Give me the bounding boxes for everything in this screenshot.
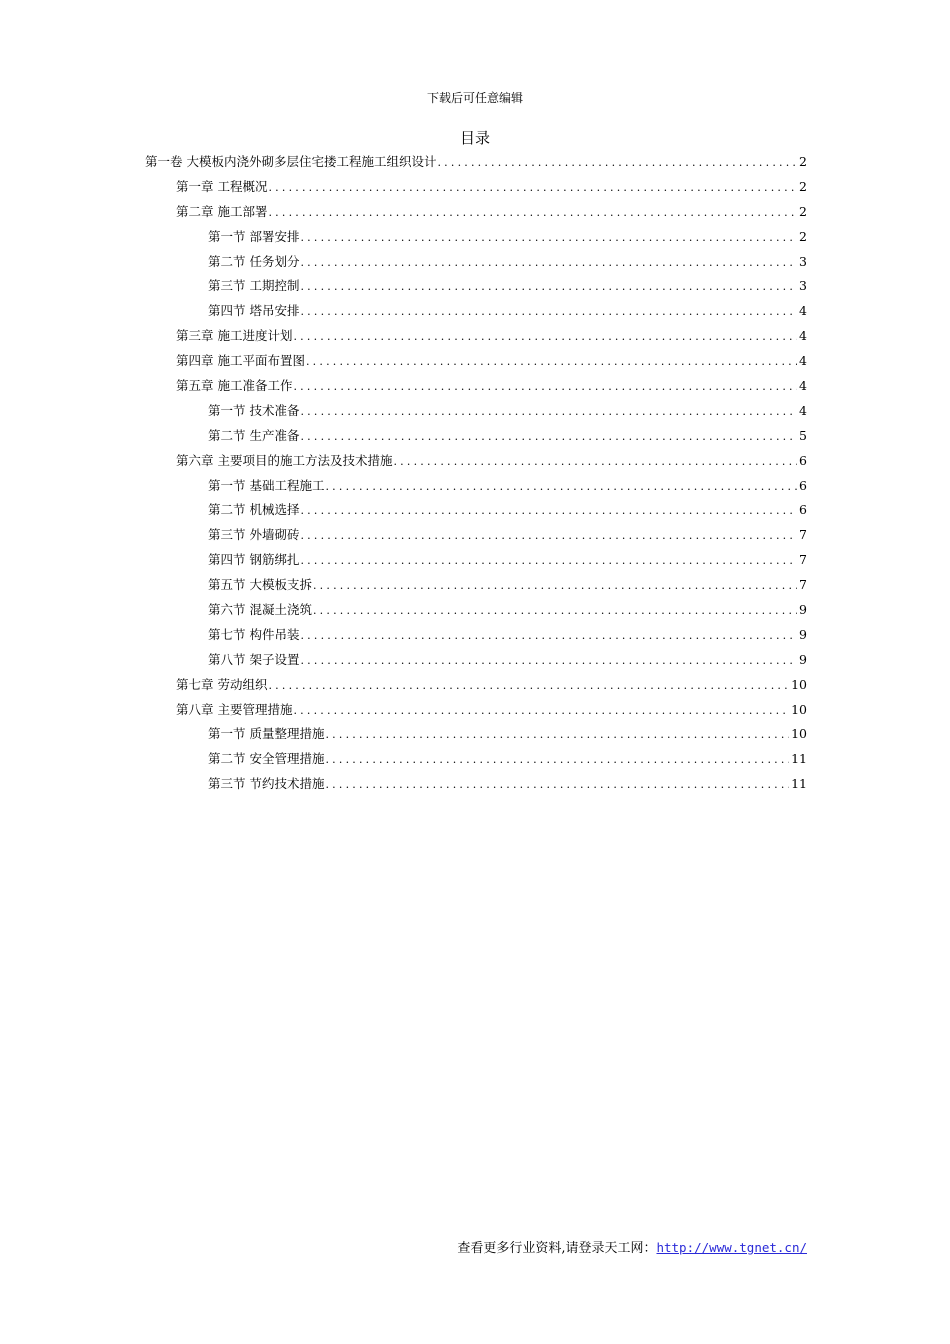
toc-entry[interactable] [145,451,807,476]
toc-dot-leader [268,181,797,194]
toc-dot-leader [437,156,797,169]
toc-entry-label: 第一节 基础工程施工 [208,477,325,493]
toc-entry[interactable] [145,401,807,426]
toc-entry-label: 第一卷 大模板内浇外砌多层住宅搂工程施工组织设计 [145,154,437,169]
toc-entry-page: 5 [799,427,807,443]
toc-entry-label: 第七章 劳动组织 [176,676,268,692]
toc-entry-label: 第八章 主要管理措施 [176,701,293,717]
toc-dot-leader [268,206,797,219]
toc-entry-label: 第三节 工期控制 [208,278,300,294]
toc-entry-page: 11 [791,776,807,792]
toc-entry-page: 6 [799,477,807,493]
toc-dot-leader [325,778,789,791]
toc-entry-page: 3 [799,253,807,269]
toc-entry-label: 第四章 施工平面布置图 [176,353,305,369]
toc-dot-leader [313,579,797,592]
toc-entry-page: 2 [799,203,807,219]
toc-entry[interactable] [145,525,807,550]
toc-entry-page: 10 [791,676,807,692]
toc-entry[interactable] [145,326,807,351]
toc-dot-leader [293,704,789,717]
toc-entry[interactable] [145,227,807,252]
toc-entry-label: 第二节 任务划分 [208,253,300,269]
toc-entry-page: 4 [799,353,807,369]
toc-entry[interactable] [145,301,807,326]
toc-entry-label: 第四节 塔吊安排 [208,303,300,319]
toc-dot-leader [313,604,797,617]
toc-dot-leader [325,480,797,493]
toc-entry[interactable] [145,177,807,202]
toc-entry[interactable] [145,202,807,227]
toc-entry-page: 2 [799,228,807,244]
toc-entry-page: 7 [799,577,807,593]
toc-entry-page: 4 [799,328,807,344]
toc-entry-label: 第二章 施工部署 [176,203,268,219]
toc-entry-label: 第三节 节约技术措施 [208,776,325,792]
toc-entry[interactable] [145,500,807,525]
footer-note [457,1237,807,1256]
toc-entry-page: 9 [799,602,807,618]
toc-entry-label: 第六章 主要项目的施工方法及技术措施 [176,452,393,468]
footer-link[interactable]: http://www.tgnet.cn/ [656,1240,807,1255]
toc-entry[interactable] [145,376,807,401]
toc-dot-leader [293,380,797,393]
toc-entry-page: 9 [799,651,807,667]
toc-dot-leader [300,256,797,269]
toc-entry-page: 9 [799,626,807,642]
toc-entry-label: 第六节 混凝土浇筑 [208,602,312,618]
toc-entry-label: 第五节 大模板支拆 [208,577,312,593]
toc-dot-leader [300,554,797,567]
toc-entry-label: 第一节 质量整理措施 [208,726,325,742]
toc-entry[interactable] [145,276,807,301]
toc-dot-leader [293,330,797,343]
toc-entry-page: 10 [791,726,807,742]
toc-entry[interactable] [145,476,807,501]
toc-entry-page: 6 [799,502,807,518]
toc-entry-page: 6 [799,452,807,468]
toc-entry-label: 第二节 生产准备 [208,427,300,443]
toc-entry-page: 11 [791,751,807,767]
toc-entry-label: 第八节 架子设置 [208,651,300,667]
footer-text: 查看更多行业资料,请登录天工网： [457,1241,657,1256]
header-note: 下载后可任意编辑 [426,91,523,105]
toc-dot-leader [300,430,797,443]
toc-entry[interactable] [145,152,807,177]
toc-dot-leader [268,679,789,692]
toc-entry-label: 第五章 施工准备工作 [176,378,293,394]
toc-dot-leader [300,504,797,517]
toc-entry-label: 第二节 安全管理措施 [208,751,325,767]
toc-entry[interactable] [145,252,807,277]
toc-entry-page: 3 [799,278,807,294]
toc-entry[interactable] [145,700,807,725]
toc-entry-label: 第七节 构件吊装 [208,626,300,642]
toc-dot-leader [300,529,797,542]
toc-entry[interactable] [145,650,807,675]
toc-entry[interactable] [145,749,807,774]
toc-dot-leader [300,280,797,293]
table-of-contents [145,152,807,799]
toc-entry-page: 4 [799,402,807,418]
toc-entry[interactable] [145,675,807,700]
toc-dot-leader [300,654,797,667]
toc-dot-leader [300,405,797,418]
toc-entry[interactable] [145,625,807,650]
toc-entry[interactable] [145,724,807,749]
toc-dot-leader [393,455,797,468]
toc-entry-label: 第一节 部署安排 [208,228,300,244]
toc-entry[interactable] [145,550,807,575]
toc-entry-page: 4 [799,378,807,394]
toc-dot-leader [306,355,797,368]
toc-entry-page: 4 [799,303,807,319]
toc-entry-page: 2 [799,178,807,194]
toc-entry[interactable] [145,575,807,600]
toc-entry-label: 第一章 工程概况 [176,178,268,194]
toc-entry-page: 10 [791,701,807,717]
toc-dot-leader [325,728,789,741]
toc-entry-label: 第四节 钢筋绑扎 [208,552,300,568]
toc-dot-leader [300,231,797,244]
toc-entry-label: 第三章 施工进度计划 [176,328,293,344]
toc-entry[interactable] [145,351,807,376]
toc-title: 目录 [459,129,490,147]
toc-entry[interactable] [145,600,807,625]
toc-dot-leader [300,305,797,318]
toc-entry-page: 2 [799,154,807,169]
toc-entry[interactable] [145,426,807,451]
toc-entry-label: 第三节 外墙砌砖 [208,527,300,543]
toc-dot-leader [300,629,797,642]
toc-entry-page: 7 [799,552,807,568]
toc-entry-label: 第二节 机械选择 [208,502,300,518]
toc-dot-leader [325,753,789,766]
toc-entry-page: 7 [799,527,807,543]
toc-entry[interactable] [145,774,807,799]
toc-entry-label: 第一节 技术准备 [208,402,300,418]
